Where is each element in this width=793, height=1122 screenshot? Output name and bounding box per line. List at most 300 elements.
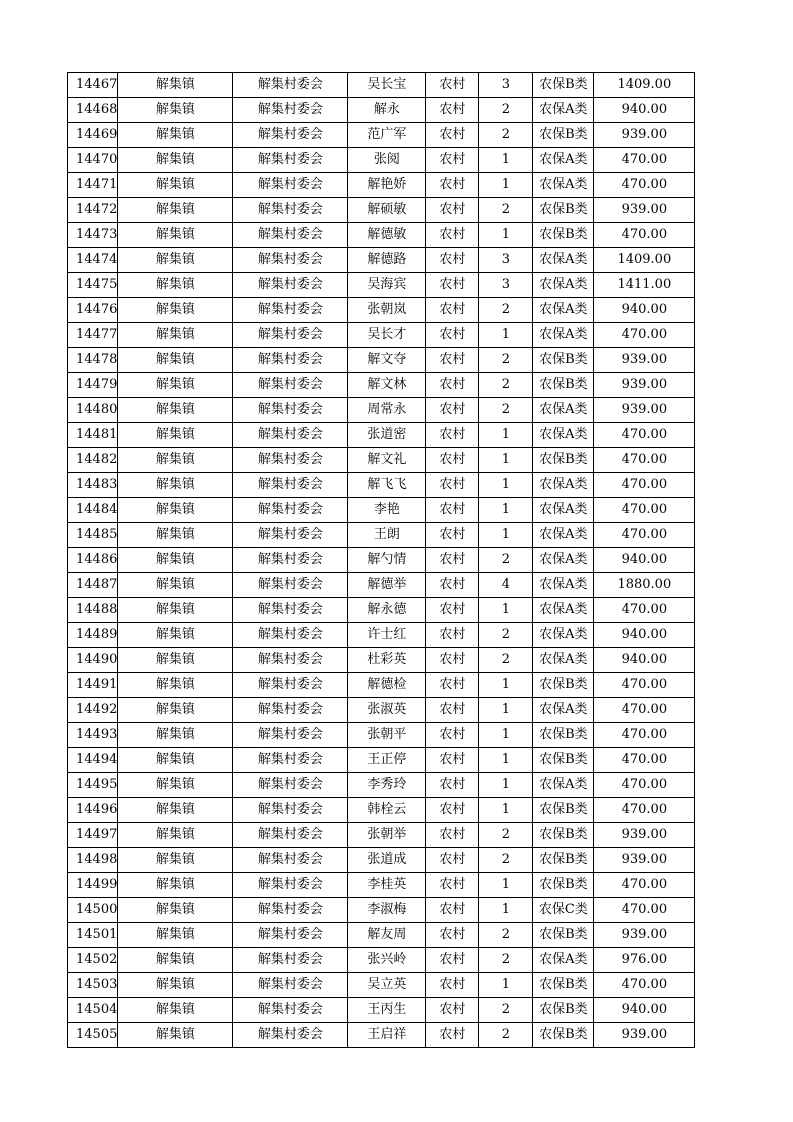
village-committee-cell: 解集村委会	[233, 173, 348, 198]
household-size-cell: 1	[479, 223, 533, 248]
name-cell: 解德路	[348, 248, 426, 273]
serial-number-cell: 14469	[68, 123, 118, 148]
household-size-cell: 1	[479, 973, 533, 998]
name-cell: 张道密	[348, 423, 426, 448]
table-row	[68, 373, 695, 398]
town-cell: 解集镇	[118, 898, 233, 923]
area-type-cell: 农村	[426, 373, 479, 398]
town-cell: 解集镇	[118, 748, 233, 773]
serial-number-cell: 14505	[68, 1023, 118, 1048]
table-row	[68, 773, 695, 798]
name-cell: 解文林	[348, 373, 426, 398]
amount-cell: 470.00	[594, 173, 695, 198]
area-type-cell: 农村	[426, 98, 479, 123]
area-type-cell: 农村	[426, 948, 479, 973]
area-type-cell: 农村	[426, 298, 479, 323]
village-committee-cell: 解集村委会	[233, 123, 348, 148]
serial-number-cell: 14495	[68, 773, 118, 798]
insurance-category-cell: 农保A类	[533, 623, 594, 648]
area-type-cell: 农村	[426, 773, 479, 798]
serial-number-cell: 14476	[68, 298, 118, 323]
table-row	[68, 623, 695, 648]
town-cell: 解集镇	[118, 298, 233, 323]
household-size-cell: 2	[479, 123, 533, 148]
household-size-cell: 2	[479, 623, 533, 648]
insurance-category-cell: 农保A类	[533, 273, 594, 298]
village-committee-cell: 解集村委会	[233, 398, 348, 423]
insurance-category-cell: 农保A类	[533, 298, 594, 323]
serial-number-cell: 14480	[68, 398, 118, 423]
table-row	[68, 298, 695, 323]
amount-cell: 940.00	[594, 298, 695, 323]
name-cell: 张兴岭	[348, 948, 426, 973]
amount-cell: 470.00	[594, 748, 695, 773]
town-cell: 解集镇	[118, 823, 233, 848]
name-cell: 解文礼	[348, 448, 426, 473]
household-size-cell: 1	[479, 173, 533, 198]
household-size-cell: 1	[479, 673, 533, 698]
town-cell: 解集镇	[118, 273, 233, 298]
village-committee-cell: 解集村委会	[233, 498, 348, 523]
town-cell: 解集镇	[118, 573, 233, 598]
amount-cell: 940.00	[594, 648, 695, 673]
household-size-cell: 1	[479, 423, 533, 448]
area-type-cell: 农村	[426, 173, 479, 198]
area-type-cell: 农村	[426, 423, 479, 448]
town-cell: 解集镇	[118, 673, 233, 698]
area-type-cell: 农村	[426, 998, 479, 1023]
area-type-cell: 农村	[426, 248, 479, 273]
insurance-category-cell: 农保A类	[533, 423, 594, 448]
name-cell: 解飞飞	[348, 473, 426, 498]
village-committee-cell: 解集村委会	[233, 523, 348, 548]
household-size-cell: 1	[479, 873, 533, 898]
insurance-category-cell: 农保A类	[533, 148, 594, 173]
serial-number-cell: 14487	[68, 573, 118, 598]
name-cell: 吴海宾	[348, 273, 426, 298]
area-type-cell: 农村	[426, 798, 479, 823]
serial-number-cell: 14474	[68, 248, 118, 273]
name-cell: 李秀玲	[348, 773, 426, 798]
table-row	[68, 973, 695, 998]
amount-cell: 939.00	[594, 398, 695, 423]
amount-cell: 470.00	[594, 598, 695, 623]
town-cell: 解集镇	[118, 873, 233, 898]
insurance-category-cell: 农保A类	[533, 98, 594, 123]
village-committee-cell: 解集村委会	[233, 73, 348, 98]
household-size-cell: 1	[479, 473, 533, 498]
table-row	[68, 598, 695, 623]
amount-cell: 1409.00	[594, 73, 695, 98]
amount-cell: 939.00	[594, 923, 695, 948]
area-type-cell: 农村	[426, 548, 479, 573]
household-size-cell: 1	[479, 448, 533, 473]
amount-cell: 470.00	[594, 448, 695, 473]
table-row	[68, 198, 695, 223]
area-type-cell: 农村	[426, 348, 479, 373]
town-cell: 解集镇	[118, 698, 233, 723]
town-cell: 解集镇	[118, 623, 233, 648]
serial-number-cell: 14493	[68, 723, 118, 748]
village-committee-cell: 解集村委会	[233, 423, 348, 448]
town-cell: 解集镇	[118, 498, 233, 523]
amount-cell: 470.00	[594, 873, 695, 898]
town-cell: 解集镇	[118, 523, 233, 548]
town-cell: 解集镇	[118, 398, 233, 423]
table-row	[68, 398, 695, 423]
serial-number-cell: 14500	[68, 898, 118, 923]
serial-number-cell: 14491	[68, 673, 118, 698]
household-size-cell: 2	[479, 348, 533, 373]
name-cell: 解文夺	[348, 348, 426, 373]
table-row	[68, 748, 695, 773]
area-type-cell: 农村	[426, 398, 479, 423]
insurance-category-cell: 农保B类	[533, 723, 594, 748]
table-row	[68, 723, 695, 748]
area-type-cell: 农村	[426, 323, 479, 348]
table-row	[68, 498, 695, 523]
amount-cell: 470.00	[594, 498, 695, 523]
serial-number-cell: 14473	[68, 223, 118, 248]
area-type-cell: 农村	[426, 673, 479, 698]
household-size-cell: 2	[479, 823, 533, 848]
insurance-category-cell: 农保B类	[533, 873, 594, 898]
insurance-category-cell: 农保A类	[533, 398, 594, 423]
insurance-category-cell: 农保A类	[533, 248, 594, 273]
table-row	[68, 273, 695, 298]
table-row	[68, 698, 695, 723]
insurance-category-cell: 农保B类	[533, 748, 594, 773]
amount-cell: 940.00	[594, 548, 695, 573]
amount-cell: 470.00	[594, 723, 695, 748]
name-cell: 张朝岚	[348, 298, 426, 323]
area-type-cell: 农村	[426, 823, 479, 848]
insurance-category-cell: 农保B类	[533, 923, 594, 948]
name-cell: 解永	[348, 98, 426, 123]
serial-number-cell: 14479	[68, 373, 118, 398]
insurance-category-cell: 农保B类	[533, 348, 594, 373]
name-cell: 张阅	[348, 148, 426, 173]
household-size-cell: 2	[479, 298, 533, 323]
household-size-cell: 2	[479, 948, 533, 973]
town-cell: 解集镇	[118, 773, 233, 798]
household-size-cell: 1	[479, 598, 533, 623]
village-committee-cell: 解集村委会	[233, 223, 348, 248]
data-table	[67, 72, 695, 1048]
insurance-category-cell: 农保A类	[533, 548, 594, 573]
serial-number-cell: 14498	[68, 848, 118, 873]
serial-number-cell: 14483	[68, 473, 118, 498]
insurance-category-cell: 农保A类	[533, 648, 594, 673]
name-cell: 韩栓云	[348, 798, 426, 823]
household-size-cell: 2	[479, 1023, 533, 1048]
household-size-cell: 2	[479, 198, 533, 223]
village-committee-cell: 解集村委会	[233, 648, 348, 673]
table-row	[68, 223, 695, 248]
insurance-category-cell: 农保A类	[533, 573, 594, 598]
serial-number-cell: 14488	[68, 598, 118, 623]
amount-cell: 470.00	[594, 773, 695, 798]
table-row	[68, 123, 695, 148]
amount-cell: 470.00	[594, 148, 695, 173]
insurance-category-cell: 农保B类	[533, 198, 594, 223]
area-type-cell: 农村	[426, 848, 479, 873]
area-type-cell: 农村	[426, 1023, 479, 1048]
town-cell: 解集镇	[118, 198, 233, 223]
village-committee-cell: 解集村委会	[233, 323, 348, 348]
village-committee-cell: 解集村委会	[233, 748, 348, 773]
name-cell: 解德检	[348, 673, 426, 698]
amount-cell: 470.00	[594, 698, 695, 723]
village-committee-cell: 解集村委会	[233, 898, 348, 923]
area-type-cell: 农村	[426, 923, 479, 948]
insurance-category-cell: 农保A类	[533, 323, 594, 348]
village-committee-cell: 解集村委会	[233, 773, 348, 798]
household-size-cell: 2	[479, 548, 533, 573]
amount-cell: 940.00	[594, 998, 695, 1023]
table-row	[68, 98, 695, 123]
name-cell: 解艳娇	[348, 173, 426, 198]
town-cell: 解集镇	[118, 423, 233, 448]
name-cell: 王丙生	[348, 998, 426, 1023]
area-type-cell: 农村	[426, 973, 479, 998]
serial-number-cell: 14475	[68, 273, 118, 298]
village-committee-cell: 解集村委会	[233, 298, 348, 323]
village-committee-cell: 解集村委会	[233, 1023, 348, 1048]
serial-number-cell: 14478	[68, 348, 118, 373]
name-cell: 张朝举	[348, 823, 426, 848]
village-committee-cell: 解集村委会	[233, 673, 348, 698]
town-cell: 解集镇	[118, 248, 233, 273]
town-cell: 解集镇	[118, 548, 233, 573]
town-cell: 解集镇	[118, 148, 233, 173]
table-row	[68, 423, 695, 448]
name-cell: 张朝平	[348, 723, 426, 748]
town-cell: 解集镇	[118, 98, 233, 123]
amount-cell: 470.00	[594, 473, 695, 498]
village-committee-cell: 解集村委会	[233, 848, 348, 873]
insurance-category-cell: 农保A类	[533, 773, 594, 798]
insurance-category-cell: 农保B类	[533, 73, 594, 98]
serial-number-cell: 14470	[68, 148, 118, 173]
table-row	[68, 73, 695, 98]
village-committee-cell: 解集村委会	[233, 923, 348, 948]
table-row	[68, 173, 695, 198]
table-row	[68, 898, 695, 923]
table-row	[68, 473, 695, 498]
name-cell: 吴长宝	[348, 73, 426, 98]
amount-cell: 470.00	[594, 223, 695, 248]
area-type-cell: 农村	[426, 198, 479, 223]
amount-cell: 470.00	[594, 423, 695, 448]
amount-cell: 470.00	[594, 323, 695, 348]
amount-cell: 940.00	[594, 623, 695, 648]
household-size-cell: 3	[479, 273, 533, 298]
table-row	[68, 248, 695, 273]
insurance-category-cell: 农保B类	[533, 973, 594, 998]
table-row	[68, 923, 695, 948]
village-committee-cell: 解集村委会	[233, 873, 348, 898]
serial-number-cell: 14467	[68, 73, 118, 98]
serial-number-cell: 14472	[68, 198, 118, 223]
insurance-category-cell: 农保A类	[533, 948, 594, 973]
name-cell: 范广军	[348, 123, 426, 148]
village-committee-cell: 解集村委会	[233, 348, 348, 373]
household-size-cell: 2	[479, 373, 533, 398]
amount-cell: 939.00	[594, 823, 695, 848]
table-row	[68, 548, 695, 573]
amount-cell: 939.00	[594, 373, 695, 398]
village-committee-cell: 解集村委会	[233, 973, 348, 998]
table-row	[68, 998, 695, 1023]
amount-cell: 976.00	[594, 948, 695, 973]
name-cell: 王朗	[348, 523, 426, 548]
household-size-cell: 2	[479, 398, 533, 423]
village-committee-cell: 解集村委会	[233, 273, 348, 298]
insurance-category-cell: 农保B类	[533, 448, 594, 473]
name-cell: 解德敏	[348, 223, 426, 248]
area-type-cell: 农村	[426, 598, 479, 623]
serial-number-cell: 14494	[68, 748, 118, 773]
serial-number-cell: 14485	[68, 523, 118, 548]
household-size-cell: 2	[479, 648, 533, 673]
area-type-cell: 农村	[426, 73, 479, 98]
amount-cell: 1411.00	[594, 273, 695, 298]
amount-cell: 470.00	[594, 673, 695, 698]
village-committee-cell: 解集村委会	[233, 448, 348, 473]
table-row	[68, 323, 695, 348]
area-type-cell: 农村	[426, 123, 479, 148]
name-cell: 周常永	[348, 398, 426, 423]
town-cell: 解集镇	[118, 323, 233, 348]
town-cell: 解集镇	[118, 948, 233, 973]
table-row	[68, 848, 695, 873]
name-cell: 张道成	[348, 848, 426, 873]
town-cell: 解集镇	[118, 348, 233, 373]
area-type-cell: 农村	[426, 273, 479, 298]
household-size-cell: 1	[479, 723, 533, 748]
serial-number-cell: 14486	[68, 548, 118, 573]
amount-cell: 470.00	[594, 798, 695, 823]
town-cell: 解集镇	[118, 123, 233, 148]
serial-number-cell: 14477	[68, 323, 118, 348]
serial-number-cell: 14490	[68, 648, 118, 673]
insurance-category-cell: 农保B类	[533, 123, 594, 148]
table-row	[68, 523, 695, 548]
village-committee-cell: 解集村委会	[233, 698, 348, 723]
area-type-cell: 农村	[426, 748, 479, 773]
amount-cell: 939.00	[594, 848, 695, 873]
household-size-cell: 1	[479, 748, 533, 773]
serial-number-cell: 14499	[68, 873, 118, 898]
amount-cell: 1409.00	[594, 248, 695, 273]
household-size-cell: 4	[479, 573, 533, 598]
name-cell: 许士红	[348, 623, 426, 648]
town-cell: 解集镇	[118, 973, 233, 998]
household-size-cell: 2	[479, 848, 533, 873]
name-cell: 李淑梅	[348, 898, 426, 923]
serial-number-cell: 14468	[68, 98, 118, 123]
area-type-cell: 农村	[426, 648, 479, 673]
area-type-cell: 农村	[426, 148, 479, 173]
village-committee-cell: 解集村委会	[233, 998, 348, 1023]
town-cell: 解集镇	[118, 648, 233, 673]
insurance-category-cell: 农保B类	[533, 798, 594, 823]
town-cell: 解集镇	[118, 923, 233, 948]
name-cell: 张淑英	[348, 698, 426, 723]
table-row	[68, 798, 695, 823]
area-type-cell: 农村	[426, 873, 479, 898]
insurance-category-cell: 农保B类	[533, 848, 594, 873]
household-size-cell: 1	[479, 898, 533, 923]
name-cell: 李桂英	[348, 873, 426, 898]
insurance-category-cell: 农保B类	[533, 673, 594, 698]
household-size-cell: 1	[479, 698, 533, 723]
table-row	[68, 873, 695, 898]
area-type-cell: 农村	[426, 473, 479, 498]
serial-number-cell: 14482	[68, 448, 118, 473]
village-committee-cell: 解集村委会	[233, 723, 348, 748]
village-committee-cell: 解集村委会	[233, 573, 348, 598]
table-row	[68, 448, 695, 473]
serial-number-cell: 14504	[68, 998, 118, 1023]
household-size-cell: 2	[479, 923, 533, 948]
insurance-category-cell: 农保B类	[533, 998, 594, 1023]
village-committee-cell: 解集村委会	[233, 948, 348, 973]
serial-number-cell: 14497	[68, 823, 118, 848]
village-committee-cell: 解集村委会	[233, 548, 348, 573]
name-cell: 王正停	[348, 748, 426, 773]
household-size-cell: 1	[479, 523, 533, 548]
insurance-category-cell: 农保A类	[533, 473, 594, 498]
insurance-category-cell: 农保A类	[533, 598, 594, 623]
serial-number-cell: 14503	[68, 973, 118, 998]
amount-cell: 939.00	[594, 1023, 695, 1048]
amount-cell: 470.00	[594, 898, 695, 923]
village-committee-cell: 解集村委会	[233, 798, 348, 823]
village-committee-cell: 解集村委会	[233, 198, 348, 223]
town-cell: 解集镇	[118, 73, 233, 98]
name-cell: 杜彩英	[348, 648, 426, 673]
name-cell: 吴立英	[348, 973, 426, 998]
amount-cell: 939.00	[594, 123, 695, 148]
insurance-category-cell: 农保B类	[533, 223, 594, 248]
name-cell: 吴长才	[348, 323, 426, 348]
table-row	[68, 648, 695, 673]
serial-number-cell: 14502	[68, 948, 118, 973]
insurance-category-cell: 农保B类	[533, 373, 594, 398]
insurance-category-cell: 农保B类	[533, 823, 594, 848]
area-type-cell: 农村	[426, 523, 479, 548]
amount-cell: 940.00	[594, 98, 695, 123]
household-size-cell: 3	[479, 248, 533, 273]
town-cell: 解集镇	[118, 473, 233, 498]
table-row	[68, 823, 695, 848]
town-cell: 解集镇	[118, 598, 233, 623]
insurance-category-cell: 农保A类	[533, 173, 594, 198]
household-size-cell: 1	[479, 498, 533, 523]
village-committee-cell: 解集村委会	[233, 598, 348, 623]
area-type-cell: 农村	[426, 898, 479, 923]
insurance-category-cell: 农保A类	[533, 698, 594, 723]
name-cell: 解德举	[348, 573, 426, 598]
amount-cell: 939.00	[594, 348, 695, 373]
table-body	[68, 73, 695, 1048]
household-size-cell: 1	[479, 323, 533, 348]
village-committee-cell: 解集村委会	[233, 623, 348, 648]
table-row	[68, 573, 695, 598]
area-type-cell: 农村	[426, 573, 479, 598]
